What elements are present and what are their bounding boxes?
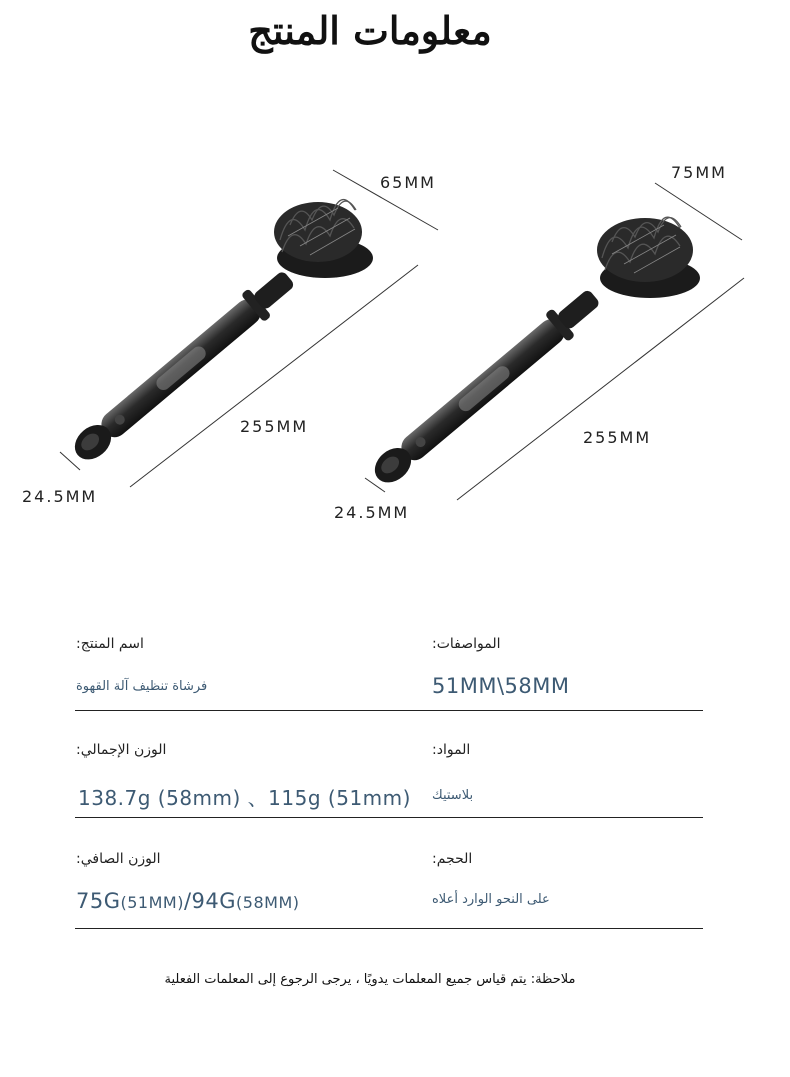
brush-right: [365, 183, 744, 500]
material-value: بلاستيك: [432, 788, 474, 803]
specifications-label: المواصفات:: [432, 636, 501, 652]
product-name-label: اسم المنتج:: [76, 636, 144, 652]
gross-weight-label: الوزن الإجمالي:: [76, 742, 167, 758]
net-weight-51-size: (51MM): [120, 893, 184, 912]
net-weight-label: الوزن الصافي:: [76, 851, 161, 867]
material-label: المواد:: [432, 742, 471, 758]
dim-width-left: 65MM: [380, 173, 436, 192]
net-weight-58-size: (58MM): [236, 893, 300, 912]
dim-width-right: 75MM: [671, 163, 727, 182]
product-name-value: فرشاة تنظيف آلة القهوة: [76, 679, 208, 694]
specifications-value: 51MM\58MM: [432, 674, 570, 698]
net-weight-94-value: 94G: [191, 889, 237, 913]
row-divider-1: [75, 710, 703, 711]
size-value: على النحو الوارد أعلاه: [432, 892, 550, 907]
footer-note: ملاحظة: يتم قياس جميع المعلمات يدويًا ، يرجى الرجوع إلى المعلمات الفعلية: [164, 972, 576, 987]
dim-length-right: 255MM: [583, 428, 652, 447]
net-weight-58-value: 75G: [76, 889, 121, 913]
dim-line-spoon-left: [60, 452, 80, 470]
net-weight-value: [76, 889, 299, 913]
dim-length-left: 255MM: [240, 417, 309, 436]
dim-spoon-right: 24.5MM: [334, 503, 410, 522]
brush-left: [60, 170, 438, 487]
page-title: معلومات المنتج: [248, 8, 492, 53]
row-divider-2: [75, 817, 703, 818]
gross-weight-value: 138.7g (58mm) 、115g (51mm): [78, 786, 411, 810]
size-label: الحجم:: [432, 851, 473, 867]
net-weight-separator: /: [183, 889, 192, 913]
dim-spoon-left: 24.5MM: [22, 487, 98, 506]
row-divider-3: [75, 928, 703, 929]
